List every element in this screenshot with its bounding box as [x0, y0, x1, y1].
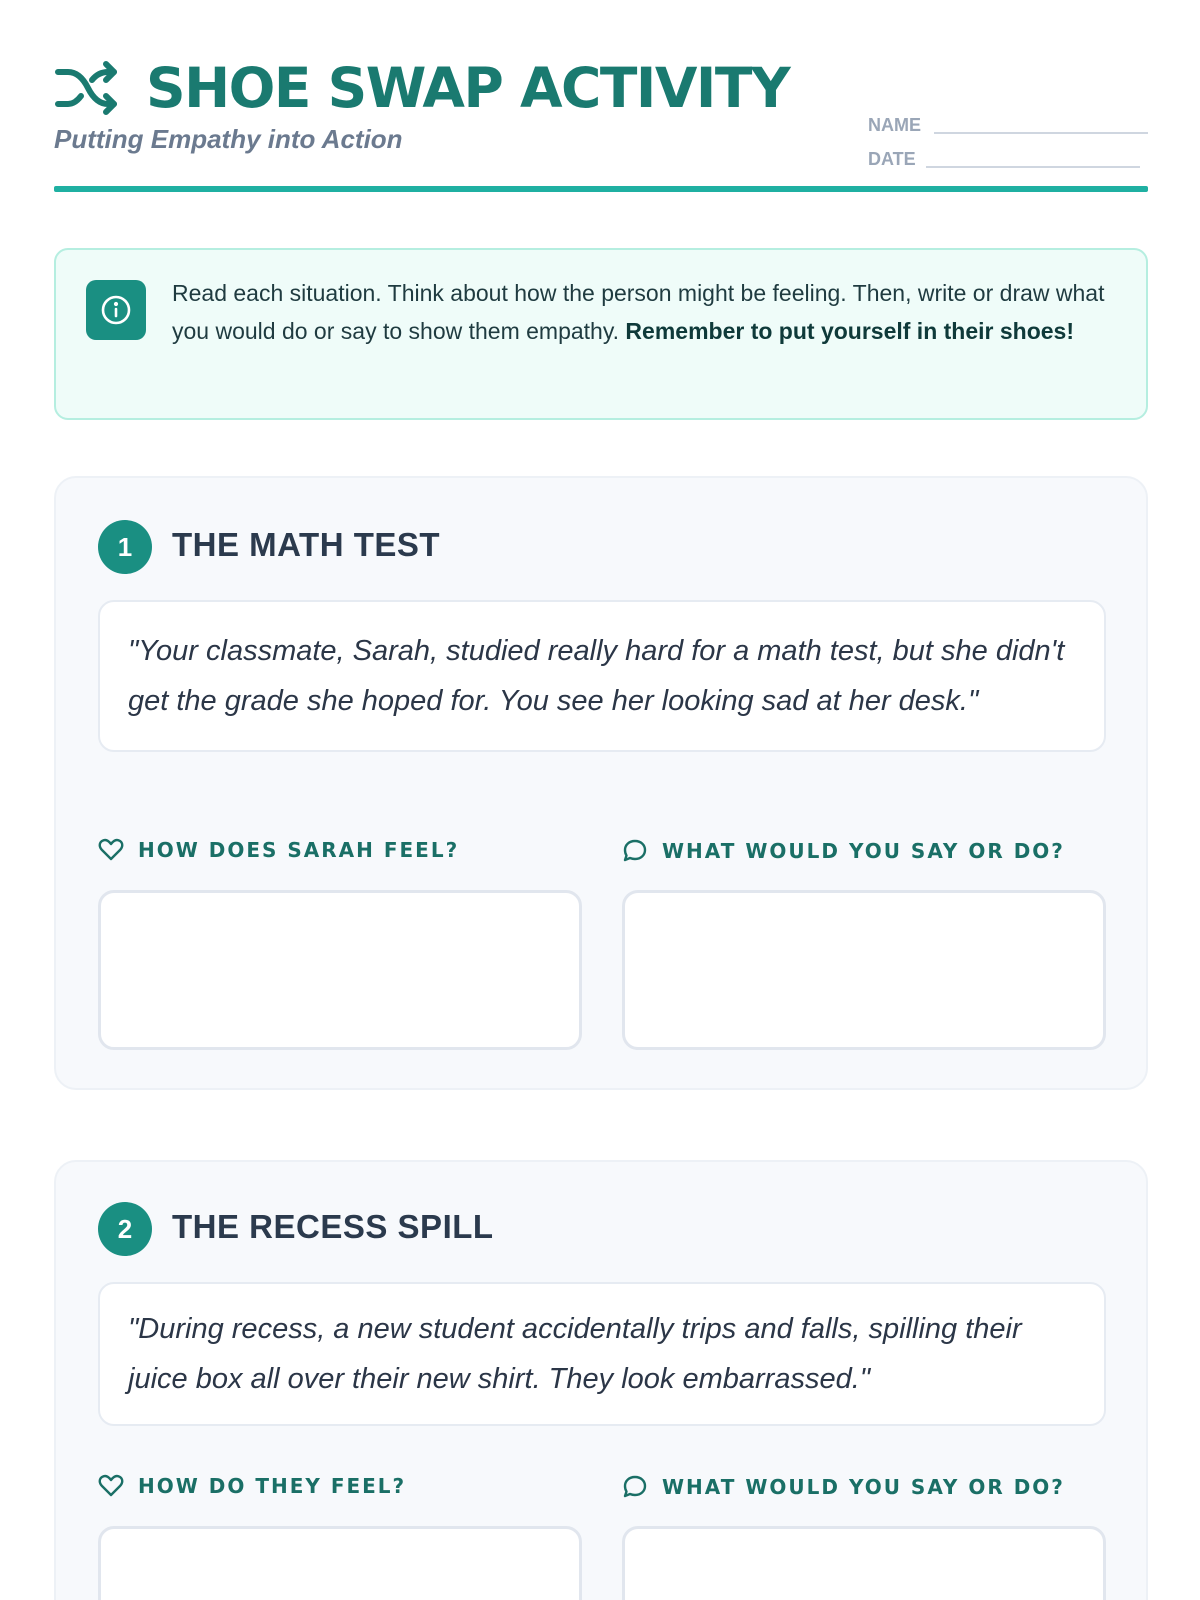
action-answer-box[interactable] [622, 890, 1106, 1050]
scenario-card-2 [54, 1160, 1148, 1600]
page-subtitle: Putting Empathy into Action [54, 124, 403, 154]
date-line[interactable] [926, 148, 1140, 168]
speech-bubble-icon [622, 1474, 648, 1500]
heart-icon [98, 1474, 124, 1498]
instructions-box [54, 248, 1148, 420]
date-label: DATE [868, 149, 916, 169]
name-label: NAME [868, 115, 921, 135]
feel-answer-box[interactable] [98, 890, 582, 1050]
speech-bubble-icon [622, 838, 648, 864]
instructions-text [172, 274, 1122, 350]
name-line[interactable] [934, 114, 1148, 134]
title-row [54, 56, 789, 120]
action-prompt [622, 1474, 1065, 1500]
shuffle-icon [54, 58, 118, 118]
heart-icon [98, 838, 124, 862]
instructions-body: Read each situation. Think about how the person might be feeling. Then, write or draw what you would do or say to show them empathy. [172, 280, 1105, 344]
name-date-fields [868, 102, 1148, 170]
name-row [868, 102, 1148, 136]
info-icon [86, 280, 146, 340]
action-prompt-label: WHAT WOULD YOU SAY OR DO? [662, 839, 1065, 863]
action-prompt-label: WHAT WOULD YOU SAY OR DO? [662, 1475, 1065, 1499]
scenario-title: THE MATH TEST [172, 526, 441, 563]
scenario-text: "During recess, a new student accidentally trips and falls, spilling their juice box all over their new shirt. They look embarrassed." [98, 1282, 1106, 1426]
header [54, 52, 1148, 194]
action-prompt [622, 838, 1065, 864]
page-title: SHOE SWAP ACTIVITY [146, 56, 790, 120]
feel-prompt-label: HOW DOES SARAH FEEL? [138, 838, 460, 862]
scenario-number: 1 [98, 520, 152, 574]
feel-prompt [98, 838, 459, 862]
instructions-emphasis: Remember to put yourself in their shoes! [625, 318, 1075, 344]
scenario-title: THE RECESS SPILL [172, 1208, 494, 1245]
feel-prompt [98, 1474, 406, 1498]
date-row [868, 136, 1148, 170]
feel-answer-box[interactable] [98, 1526, 582, 1600]
scenario-text: "Your classmate, Sarah, studied really hard for a math test, but she didn't get the grade she hoped for. You see her looking sad at her desk." [98, 600, 1106, 752]
header-rule [54, 186, 1148, 192]
scenario-number: 2 [98, 1202, 152, 1256]
scenario-card-1 [54, 476, 1148, 1090]
action-answer-box[interactable] [622, 1526, 1106, 1600]
feel-prompt-label: HOW DO THEY FEEL? [138, 1474, 407, 1498]
